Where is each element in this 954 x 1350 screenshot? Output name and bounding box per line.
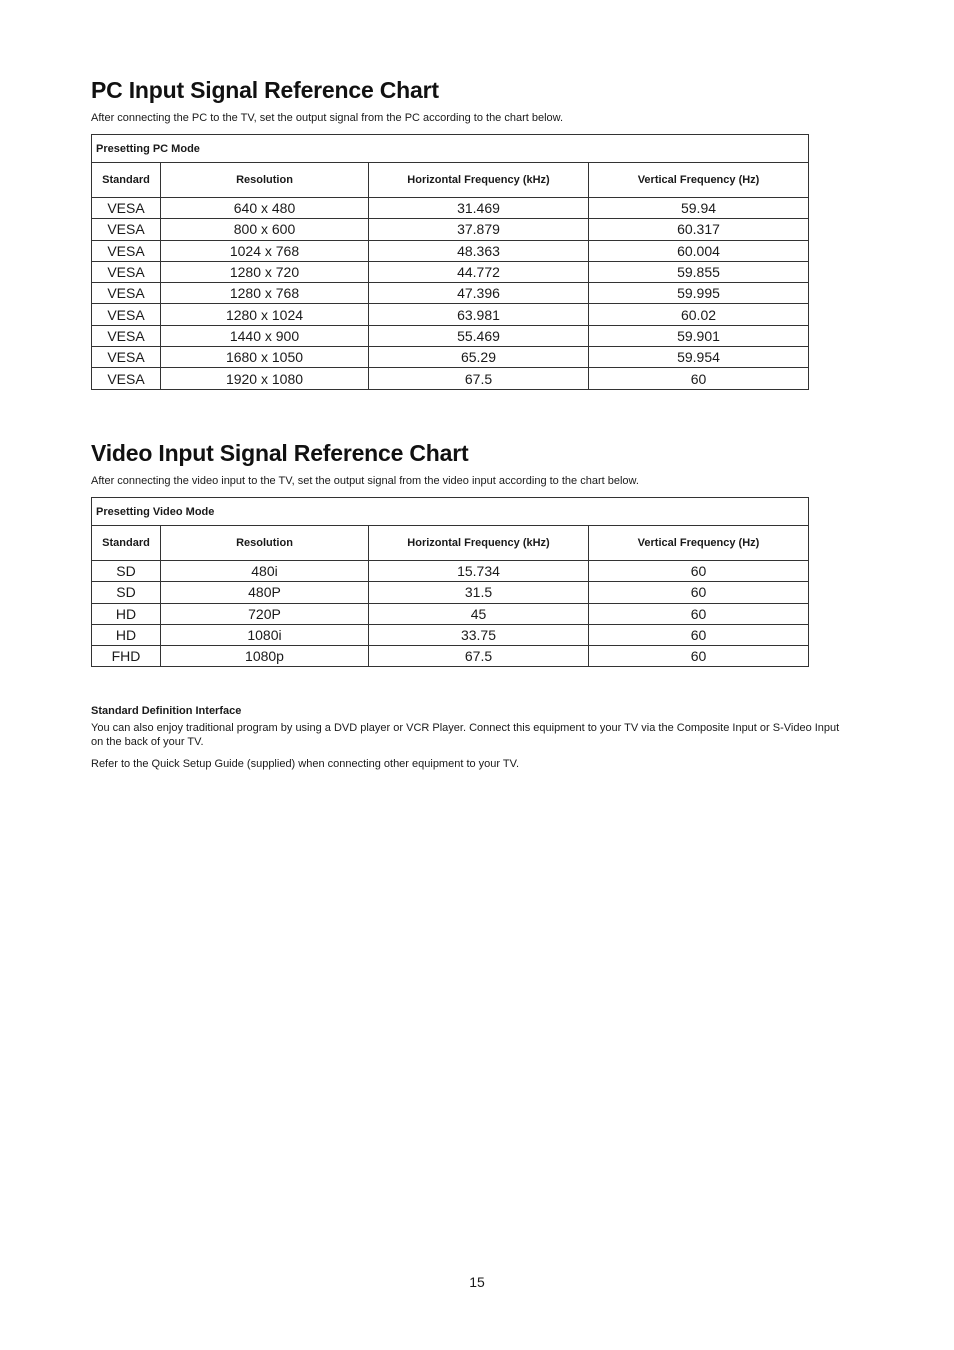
sdi-heading: Standard Definition Interface: [91, 705, 242, 717]
cell-resolution: 480P: [161, 582, 369, 603]
cell-resolution: 1280 x 720: [161, 261, 369, 282]
table-row: [92, 304, 809, 325]
cell-vertical-frequency: 60: [589, 624, 809, 645]
cell-vertical-frequency: 60: [589, 646, 809, 667]
cell-vertical-frequency: 59.855: [589, 261, 809, 282]
page-number: 15: [469, 1274, 485, 1290]
cell-vertical-frequency: 59.901: [589, 325, 809, 346]
cell-resolution: 1080i: [161, 624, 369, 645]
table-row: [92, 603, 809, 624]
video-signal-table: [91, 497, 809, 667]
cell-horizontal-frequency: 44.772: [369, 261, 589, 282]
cell-horizontal-frequency: 15.734: [369, 561, 589, 582]
cell-standard: VESA: [92, 261, 161, 282]
table-row: [92, 198, 809, 219]
cell-vertical-frequency: 60: [589, 368, 809, 389]
cell-vertical-frequency: 59.94: [589, 198, 809, 219]
table-row: [92, 325, 809, 346]
cell-standard: SD: [92, 582, 161, 603]
cell-standard: VESA: [92, 347, 161, 368]
column-header-vertical-frequency: Vertical Frequency (Hz): [589, 526, 809, 561]
table-row: [92, 368, 809, 389]
pc-mode-label: Presetting PC Mode: [92, 135, 809, 163]
table-row: [92, 646, 809, 667]
sdi-paragraph: You can also enjoy traditional program by using a DVD player or VCR Player. Connect this equipment to your TV via the Composite Input or S-Video Input on the back of your TV.: [91, 722, 840, 748]
cell-standard: VESA: [92, 198, 161, 219]
cell-standard: HD: [92, 603, 161, 624]
cell-horizontal-frequency: 31.469: [369, 198, 589, 219]
table-row: [92, 283, 809, 304]
cell-horizontal-frequency: 55.469: [369, 325, 589, 346]
pc-signal-table: [91, 134, 809, 390]
cell-resolution: 1080p: [161, 646, 369, 667]
cell-standard: VESA: [92, 240, 161, 261]
cell-horizontal-frequency: 48.363: [369, 240, 589, 261]
cell-standard: VESA: [92, 325, 161, 346]
cell-horizontal-frequency: 37.879: [369, 219, 589, 240]
cell-standard: FHD: [92, 646, 161, 667]
cell-resolution: 1280 x 768: [161, 283, 369, 304]
cell-vertical-frequency: 60: [589, 561, 809, 582]
cell-resolution: 1680 x 1050: [161, 347, 369, 368]
table-row: [92, 624, 809, 645]
cell-vertical-frequency: 59.954: [589, 347, 809, 368]
cell-resolution: 1920 x 1080: [161, 368, 369, 389]
column-header-horizontal-frequency: Horizontal Frequency (kHz): [369, 526, 589, 561]
pc-chart-title: PC Input Signal Reference Chart: [91, 77, 439, 103]
cell-resolution: 480i: [161, 561, 369, 582]
table-row: [92, 582, 809, 603]
cell-horizontal-frequency: 65.29: [369, 347, 589, 368]
sdi-paragraph: Refer to the Quick Setup Guide (supplied) when connecting other equipment to your TV.: [91, 758, 520, 770]
standard-definition-interface-section: [91, 704, 851, 781]
cell-horizontal-frequency: 31.5: [369, 582, 589, 603]
table-row: [92, 261, 809, 282]
cell-horizontal-frequency: 45: [369, 603, 589, 624]
cell-resolution: 640 x 480: [161, 198, 369, 219]
column-header-vertical-frequency: Vertical Frequency (Hz): [589, 163, 809, 198]
table-row: [92, 347, 809, 368]
cell-resolution: 1440 x 900: [161, 325, 369, 346]
column-header-horizontal-frequency: Horizontal Frequency (kHz): [369, 163, 589, 198]
cell-standard: VESA: [92, 219, 161, 240]
cell-resolution: 800 x 600: [161, 219, 369, 240]
column-header-resolution: Resolution: [161, 163, 369, 198]
column-header-standard: Standard: [92, 163, 161, 198]
cell-standard: VESA: [92, 368, 161, 389]
cell-horizontal-frequency: 33.75: [369, 624, 589, 645]
cell-resolution: 1280 x 1024: [161, 304, 369, 325]
cell-vertical-frequency: 59.995: [589, 283, 809, 304]
cell-horizontal-frequency: 63.981: [369, 304, 589, 325]
cell-vertical-frequency: 60: [589, 603, 809, 624]
video-chart-intro: After connecting the video input to the TV, set the output signal from the video input according to the chart below.: [91, 475, 639, 487]
video-mode-label: Presetting Video Mode: [92, 498, 809, 526]
cell-resolution: 720P: [161, 603, 369, 624]
cell-standard: SD: [92, 561, 161, 582]
column-header-standard: Standard: [92, 526, 161, 561]
table-row: [92, 219, 809, 240]
column-header-resolution: Resolution: [161, 526, 369, 561]
cell-standard: VESA: [92, 283, 161, 304]
table-row: [92, 240, 809, 261]
cell-vertical-frequency: 60.004: [589, 240, 809, 261]
cell-standard: VESA: [92, 304, 161, 325]
pc-chart-intro: After connecting the PC to the TV, set the output signal from the PC according to the chart below.: [91, 112, 564, 124]
cell-resolution: 1024 x 768: [161, 240, 369, 261]
cell-horizontal-frequency: 67.5: [369, 368, 589, 389]
cell-horizontal-frequency: 67.5: [369, 646, 589, 667]
cell-standard: HD: [92, 624, 161, 645]
cell-vertical-frequency: 60.02: [589, 304, 809, 325]
cell-vertical-frequency: 60.317: [589, 219, 809, 240]
table-row: [92, 561, 809, 582]
cell-vertical-frequency: 60: [589, 582, 809, 603]
cell-horizontal-frequency: 47.396: [369, 283, 589, 304]
video-chart-title: Video Input Signal Reference Chart: [91, 440, 469, 466]
